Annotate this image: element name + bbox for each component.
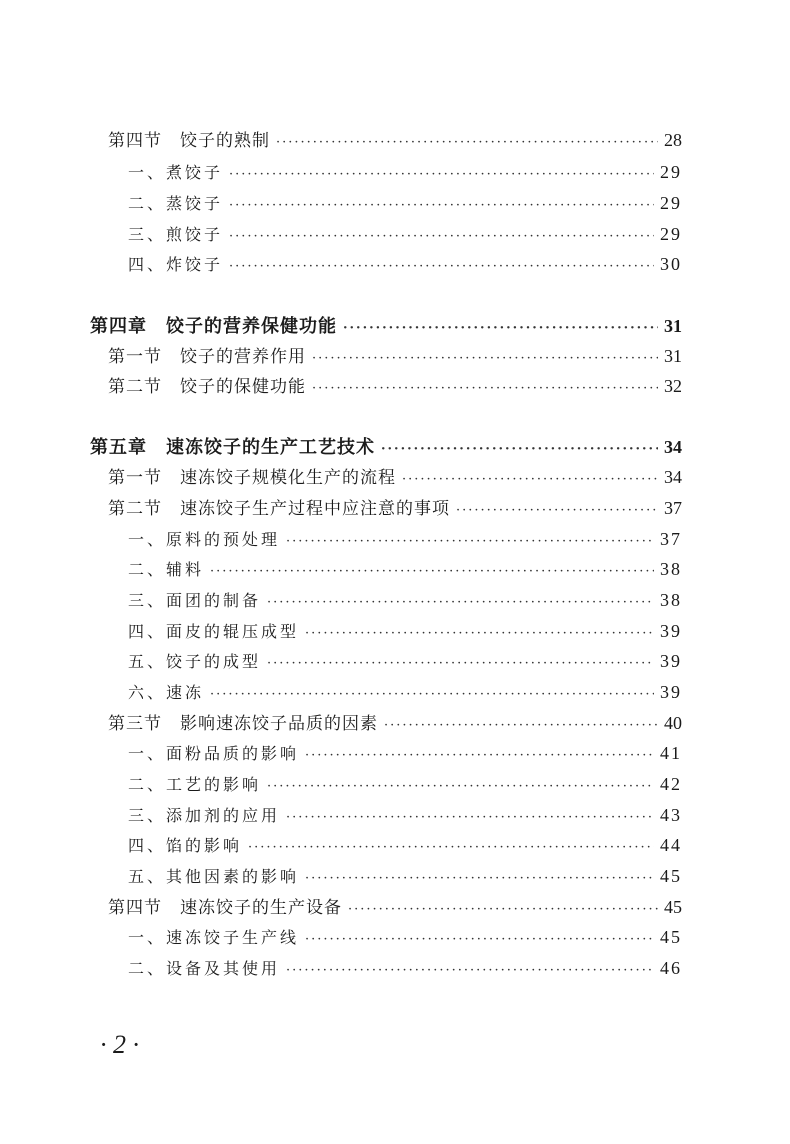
toc-page-number: 37 <box>660 529 682 549</box>
toc-page-number: 44 <box>660 835 682 855</box>
toc-label: 二、辅料 <box>128 560 205 579</box>
toc-item-row[interactable] <box>128 188 682 218</box>
toc-label: 第二节 饺子的保健功能 <box>108 377 306 397</box>
toc-item-row[interactable] <box>128 219 682 249</box>
leader-dots <box>267 588 654 618</box>
toc-page-number: 46 <box>660 958 682 978</box>
toc-section-row[interactable] <box>108 892 682 922</box>
toc-label: 六、速冻 <box>128 683 205 702</box>
leader-dots <box>305 741 654 771</box>
toc-label: 第四节 饺子的熟制 <box>108 131 270 151</box>
leader-dots <box>267 649 654 679</box>
toc-page-number: 38 <box>660 590 682 610</box>
toc-label: 五、饺子的成型 <box>128 652 262 671</box>
toc-page-number: 34 <box>664 467 682 487</box>
toc-item-row[interactable] <box>128 800 682 830</box>
toc-page-number: 45 <box>660 927 682 947</box>
toc-label: 第一节 饺子的营养作用 <box>108 347 306 367</box>
leader-dots <box>210 680 654 710</box>
toc-label: 一、速冻饺子生产线 <box>128 928 300 947</box>
toc-label: 三、添加剂的应用 <box>128 806 281 825</box>
toc-label: 三、煎饺子 <box>128 225 224 244</box>
toc-page-number: 41 <box>660 743 682 763</box>
leader-dots <box>229 160 654 190</box>
page-number-footer: · 2 · <box>100 1030 139 1059</box>
toc-item-row[interactable] <box>128 830 682 860</box>
toc-item-row[interactable] <box>128 616 682 646</box>
leader-dots <box>286 527 654 557</box>
toc-section-row[interactable] <box>108 371 682 401</box>
leader-dots <box>210 557 654 587</box>
toc-page-number: 29 <box>660 162 682 182</box>
toc-chapter-row[interactable] <box>90 432 682 462</box>
toc-label: 四、馅的影响 <box>128 836 243 855</box>
leader-dots <box>248 833 654 863</box>
leader-dots <box>286 956 654 986</box>
leader-dots <box>305 864 654 894</box>
toc-item-row[interactable] <box>128 922 682 952</box>
leader-dots <box>312 374 658 404</box>
toc-page-number: 43 <box>660 805 682 825</box>
leader-dots <box>305 619 654 649</box>
toc-item-row[interactable] <box>128 157 682 187</box>
toc-label: 四、炸饺子 <box>128 255 224 274</box>
toc-page-number: 37 <box>664 498 682 518</box>
leader-dots <box>384 711 658 741</box>
toc-label: 第四节 速冻饺子的生产设备 <box>108 898 342 918</box>
toc-page-number: 39 <box>660 651 682 671</box>
toc-page-number: 32 <box>664 376 682 396</box>
toc-page-number: 29 <box>660 193 682 213</box>
toc-page-number: 42 <box>660 774 682 794</box>
toc-section-row[interactable] <box>108 125 682 155</box>
leader-dots <box>381 435 658 465</box>
toc-label: 第三节 影响速冻饺子品质的因素 <box>108 714 378 734</box>
toc-item-row[interactable] <box>128 861 682 891</box>
toc-label: 五、其他因素的影响 <box>128 867 300 886</box>
toc-chapter-row[interactable] <box>90 311 682 341</box>
toc-item-row[interactable] <box>128 769 682 799</box>
toc-section-row[interactable] <box>108 341 682 371</box>
toc-page-number: 30 <box>660 254 682 274</box>
leader-dots <box>402 465 658 495</box>
leader-dots <box>312 344 658 374</box>
leader-dots <box>229 191 654 221</box>
toc-page-number: 45 <box>664 897 682 917</box>
leader-dots <box>343 314 658 344</box>
leader-dots <box>456 496 658 526</box>
toc-section-row[interactable] <box>108 493 682 523</box>
toc-label: 二、蒸饺子 <box>128 194 224 213</box>
toc-section-row[interactable] <box>108 462 682 492</box>
toc-page-number: 31 <box>664 346 682 366</box>
toc-page-number: 34 <box>664 437 682 457</box>
toc-item-row[interactable] <box>128 585 682 615</box>
toc-label: 二、工艺的影响 <box>128 775 262 794</box>
toc-label: 三、面团的制备 <box>128 591 262 610</box>
leader-dots <box>276 128 658 158</box>
toc-page-number: 38 <box>660 559 682 579</box>
toc-page-number: 29 <box>660 224 682 244</box>
toc-page-number: 31 <box>664 316 682 336</box>
toc-label: 一、煮饺子 <box>128 163 224 182</box>
toc-label: 第二节 速冻饺子生产过程中应注意的事项 <box>108 499 450 519</box>
toc-item-row[interactable] <box>128 524 682 554</box>
leader-dots <box>267 772 654 802</box>
toc-label: 四、面皮的辊压成型 <box>128 622 300 641</box>
toc-item-row[interactable] <box>128 953 682 983</box>
toc-page-number: 40 <box>664 713 682 733</box>
toc-label: 第五章 速冻饺子的生产工艺技术 <box>90 437 375 458</box>
toc-page-number: 39 <box>660 621 682 641</box>
toc-label: 第四章 饺子的营养保健功能 <box>90 316 337 337</box>
toc-label: 二、设备及其使用 <box>128 959 281 978</box>
toc-label: 一、面粉品质的影响 <box>128 744 300 763</box>
leader-dots <box>229 252 654 282</box>
toc-item-row[interactable] <box>128 738 682 768</box>
toc-item-row[interactable] <box>128 249 682 279</box>
toc-page-number: 39 <box>660 682 682 702</box>
leader-dots <box>348 895 658 925</box>
toc-label: 一、原料的预处理 <box>128 530 281 549</box>
leader-dots <box>286 803 654 833</box>
leader-dots <box>305 925 654 955</box>
toc-item-row[interactable] <box>128 677 682 707</box>
toc-section-row[interactable] <box>108 708 682 738</box>
toc-item-row[interactable] <box>128 554 682 584</box>
toc-item-row[interactable] <box>128 646 682 676</box>
toc-label: 第一节 速冻饺子规模化生产的流程 <box>108 468 396 488</box>
leader-dots <box>229 222 654 252</box>
toc-page-number: 45 <box>660 866 682 886</box>
toc-page-number: 28 <box>664 130 682 150</box>
